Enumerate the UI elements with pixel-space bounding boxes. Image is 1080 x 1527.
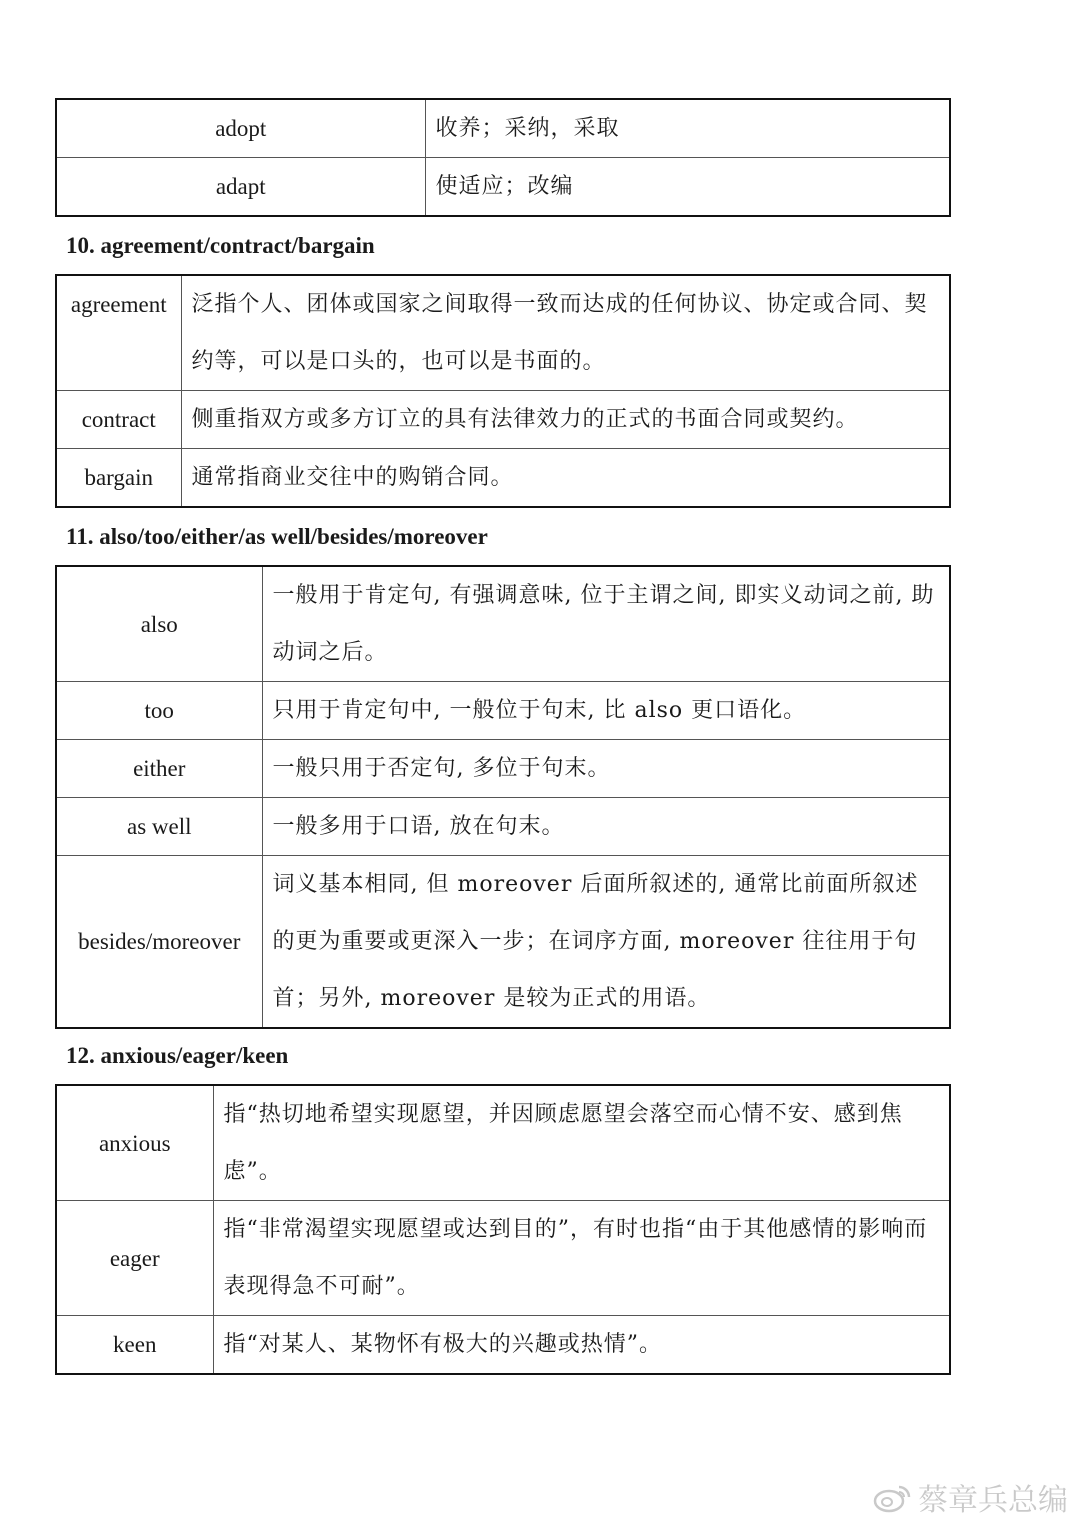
definition-cell: 指“对某人、某物怀有极大的兴趣或热情”。 <box>213 1316 950 1375</box>
definition-cell: 只用于肯定句中, 一般位于句末, 比 also 更口语化。 <box>262 682 950 740</box>
watermark <box>872 1475 1068 1519</box>
term-cell: besides/moreover <box>56 856 262 1029</box>
table-row <box>56 1201 950 1316</box>
table-row <box>56 1316 950 1375</box>
definition-cell: 一般只用于否定句, 多位于句末。 <box>262 740 950 798</box>
table-row <box>56 566 950 682</box>
definition-cell: 通常指商业交往中的购销合同。 <box>181 449 950 508</box>
section-12-heading: 12. anxious/eager/keen <box>66 1043 289 1068</box>
term-cell: adopt <box>56 99 425 158</box>
section-10-table <box>55 274 951 508</box>
section-11-table-block <box>55 565 951 1029</box>
definition-cell: 收养；采纳，采取 <box>425 99 950 158</box>
section-10-table-block <box>55 274 951 508</box>
term-cell: adapt <box>56 158 425 217</box>
definition-cell: 一般多用于口语, 放在句末。 <box>262 798 950 856</box>
term-cell: anxious <box>56 1085 213 1201</box>
table-row <box>56 99 950 158</box>
section-12-table <box>55 1084 951 1375</box>
definition-cell: 词义基本相同, 但 moreover 后面所叙述的, 通常比前面所叙述的更为重要或更深入一步；在词序方面, moreover 往往用于句首；另外, moreover 是较为正式的用语。 <box>262 856 950 1029</box>
term-cell: contract <box>56 391 181 449</box>
adopt-adapt-table <box>55 98 951 217</box>
table-row <box>56 856 950 1029</box>
term-cell: eager <box>56 1201 213 1316</box>
table-row <box>56 449 950 508</box>
term-cell: agreement <box>56 275 181 391</box>
table-row <box>56 740 950 798</box>
adopt-adapt-table-block <box>55 98 951 217</box>
section-11-table <box>55 565 951 1029</box>
term-cell: also <box>56 566 262 682</box>
definition-cell: 侧重指双方或多方订立的具有法律效力的正式的书面合同或契约。 <box>181 391 950 449</box>
table-row <box>56 275 950 391</box>
weibo-icon <box>872 1481 912 1513</box>
term-cell: bargain <box>56 449 181 508</box>
term-cell: keen <box>56 1316 213 1375</box>
definition-cell: 指“热切地希望实现愿望，并因顾虑愿望会落空而心情不安、感到焦虑”。 <box>213 1085 950 1201</box>
definition-cell: 一般用于肯定句, 有强调意味, 位于主谓之间, 即实义动词之前, 助动词之后。 <box>262 566 950 682</box>
term-cell: as well <box>56 798 262 856</box>
term-cell: either <box>56 740 262 798</box>
table-row <box>56 1085 950 1201</box>
table-row <box>56 798 950 856</box>
definition-cell: 使适应；改编 <box>425 158 950 217</box>
section-12-table-block <box>55 1084 951 1375</box>
definition-cell: 指“非常渴望实现愿望或达到目的”，有时也指“由于其他感情的影响而表现得急不可耐”。 <box>213 1201 950 1316</box>
section-10-heading: 10. agreement/contract/bargain <box>66 233 375 258</box>
section-11-heading: 11. also/too/either/as well/besides/moreover <box>66 524 488 549</box>
table-row <box>56 158 950 217</box>
table-row <box>56 391 950 449</box>
definition-cell: 泛指个人、团体或国家之间取得一致而达成的任何协议、协定或合同、契约等，可以是口头的，也可以是书面的。 <box>181 275 950 391</box>
watermark-text: 蔡章兵总编 <box>918 1483 1068 1518</box>
table-row <box>56 682 950 740</box>
term-cell: too <box>56 682 262 740</box>
